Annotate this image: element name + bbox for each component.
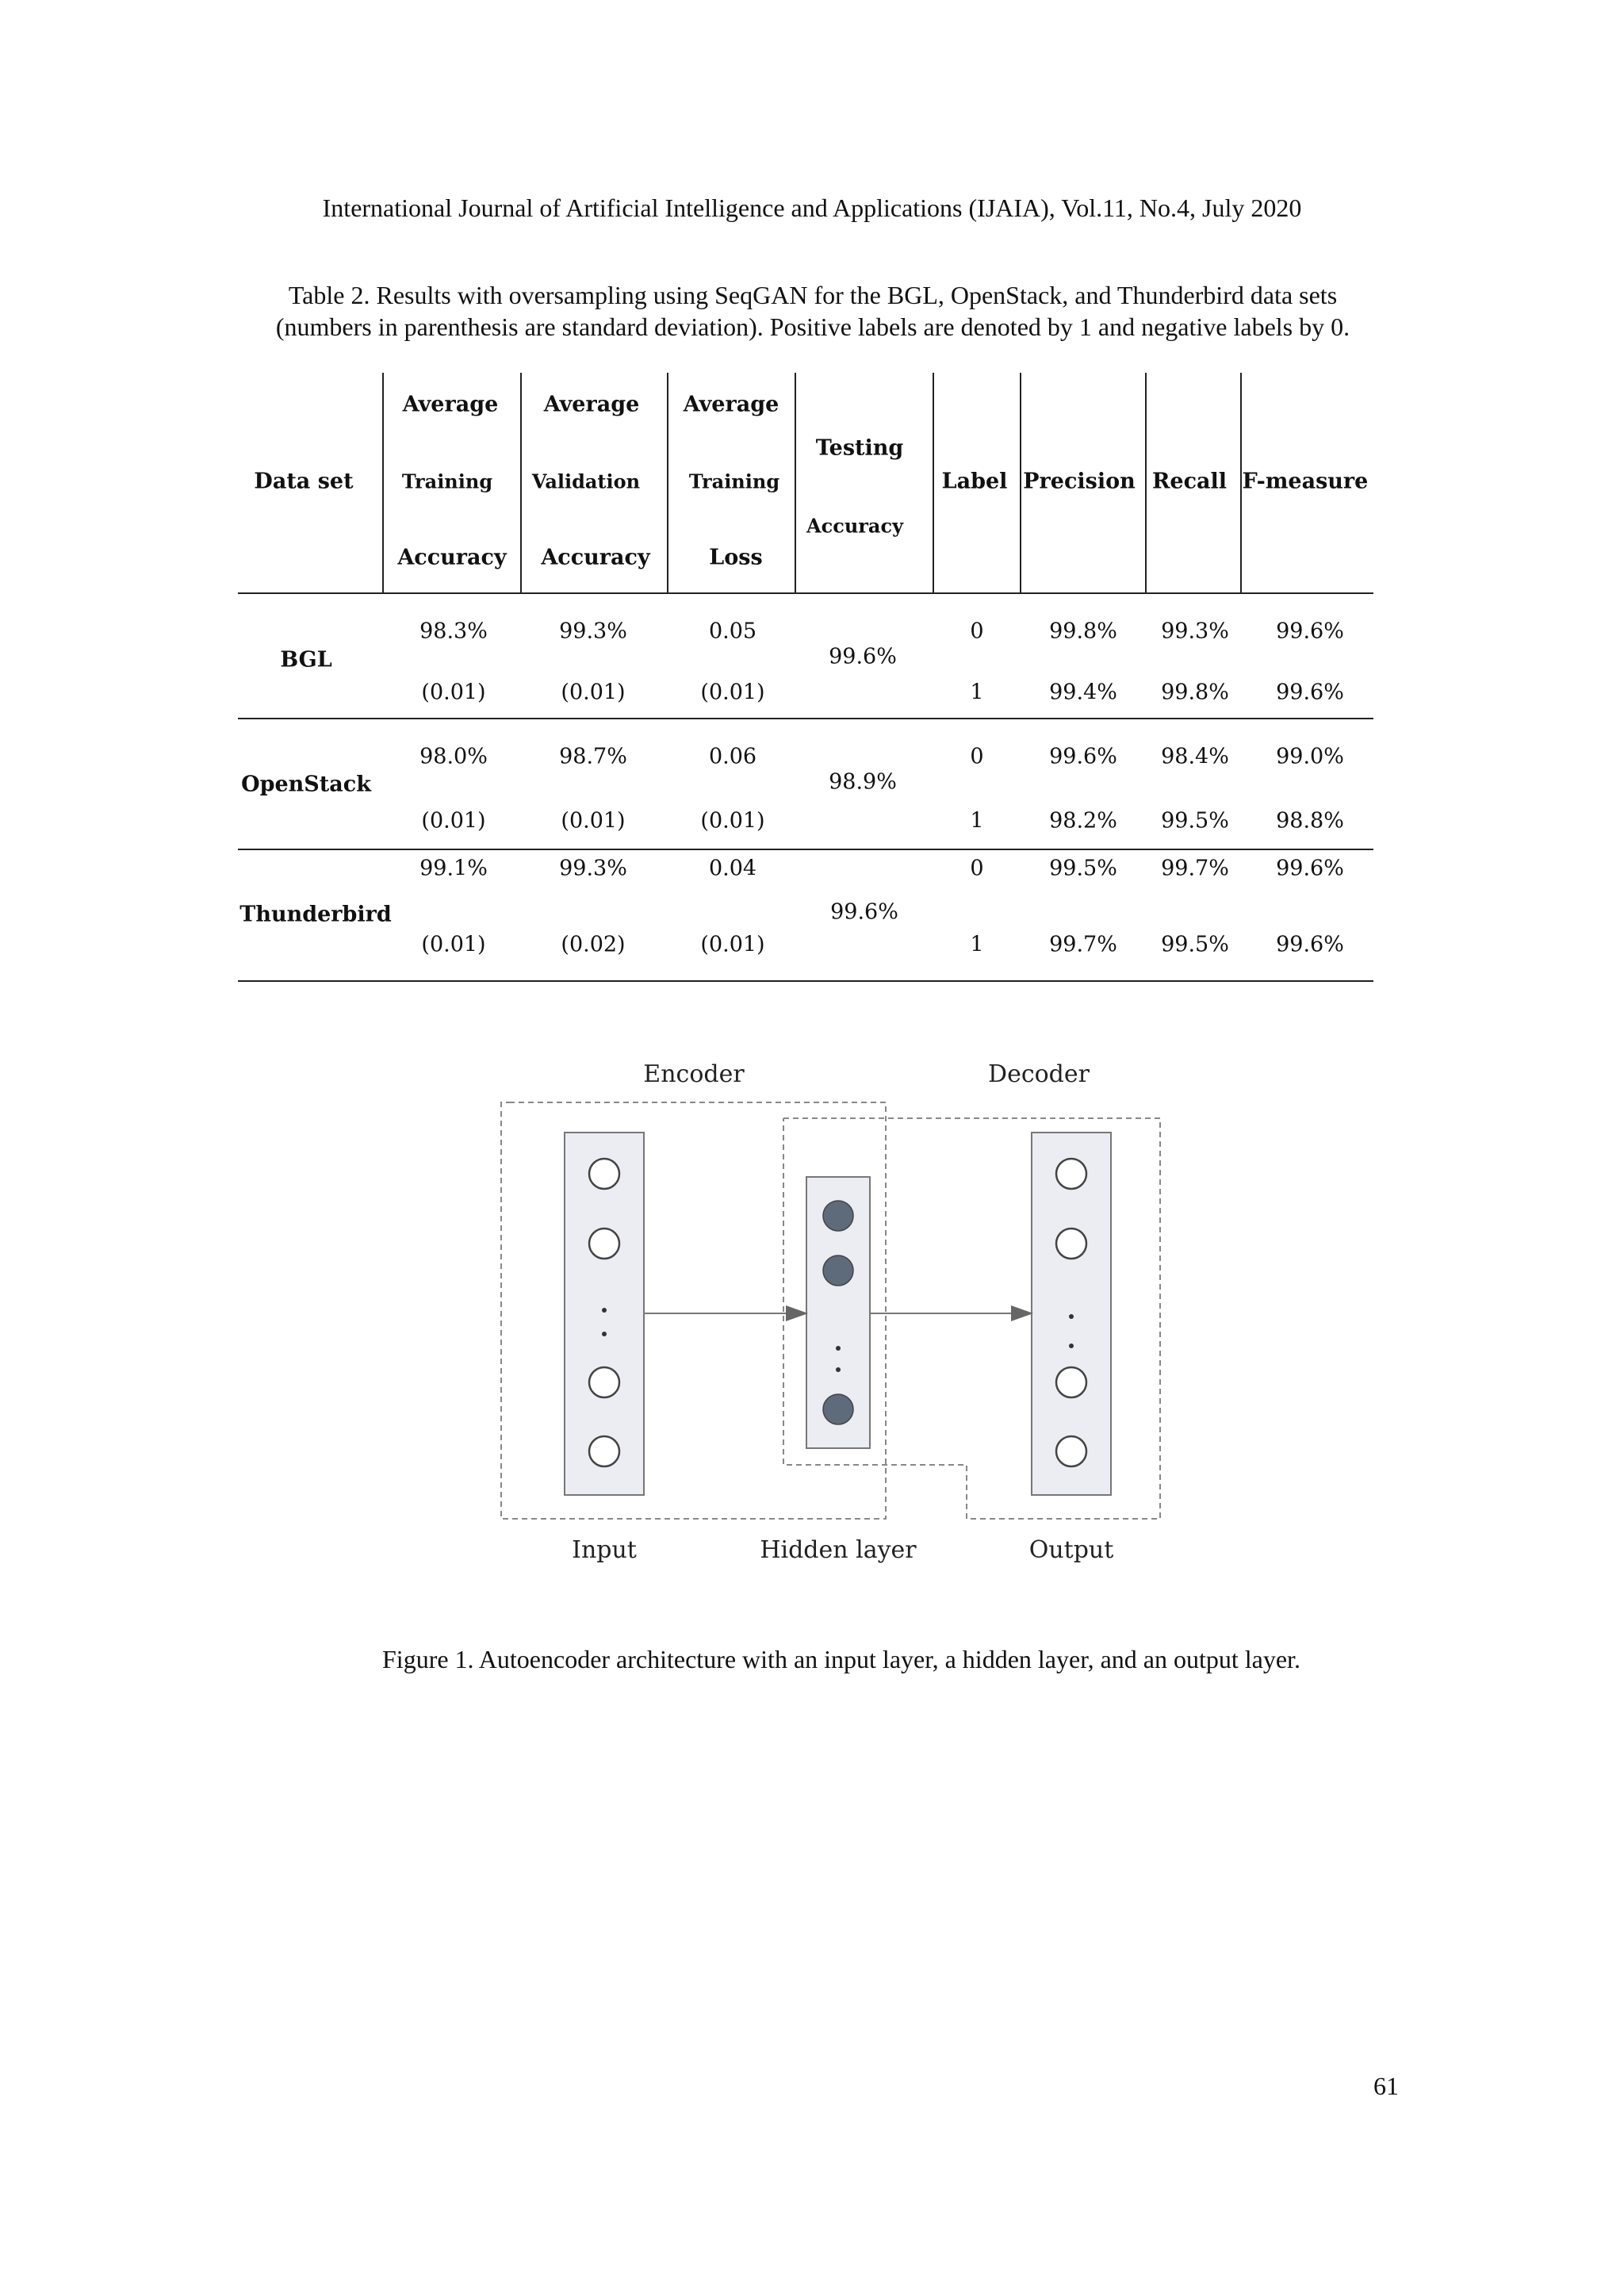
column-rule bbox=[382, 373, 384, 593]
cell-val-acc-sd: (0.02) bbox=[561, 932, 626, 957]
header-avg-train-acc-2: Training bbox=[401, 470, 493, 493]
hidden-node bbox=[823, 1201, 853, 1231]
cell-train-loss-sd: (0.01) bbox=[700, 680, 765, 705]
header-testing-acc-1: Testing bbox=[815, 435, 904, 461]
cell-train-acc: 98.0% bbox=[419, 744, 488, 769]
row-rule bbox=[238, 849, 1373, 850]
input-node bbox=[589, 1228, 619, 1259]
cell-label: 1 bbox=[970, 808, 984, 834]
header-avg-train-acc-3: Accuracy bbox=[397, 545, 507, 570]
input-node bbox=[589, 1367, 619, 1397]
figure-caption: Figure 1. Autoencoder architecture with an input layer, a hidden layer, and an output layer. bbox=[382, 1645, 1300, 1673]
cell-precision: 99.8% bbox=[1049, 619, 1117, 644]
cell-recall: 99.5% bbox=[1161, 808, 1229, 834]
cell-fmeasure: 99.6% bbox=[1276, 932, 1344, 957]
cell-val-acc-sd: (0.01) bbox=[561, 808, 626, 834]
header-avg-val-acc-3: Accuracy bbox=[541, 545, 650, 570]
column-rule bbox=[520, 373, 522, 593]
cell-train-loss: 0.05 bbox=[708, 619, 757, 644]
header-rule bbox=[238, 592, 1373, 594]
cell-testing-acc: 99.6% bbox=[829, 644, 897, 669]
hidden-node bbox=[823, 1255, 853, 1286]
output-node bbox=[1056, 1228, 1086, 1259]
cell-precision: 99.6% bbox=[1049, 744, 1117, 769]
header-avg-train-acc-1: Average bbox=[402, 392, 499, 417]
ellipsis-dot bbox=[602, 1308, 607, 1313]
header-dataset: Data set bbox=[254, 469, 354, 494]
cell-recall: 99.3% bbox=[1161, 619, 1229, 644]
header-fmeasure: F-measure bbox=[1242, 469, 1369, 494]
table-caption-line-2: (numbers in parenthesis are standard deviation). Positive labels are denoted by 1 and negative labels by 0. bbox=[275, 312, 1350, 341]
cell-recall: 99.5% bbox=[1161, 932, 1229, 957]
cell-recall: 99.7% bbox=[1161, 856, 1229, 881]
cell-train-loss: 0.04 bbox=[708, 856, 757, 881]
cell-testing-acc: 99.6% bbox=[830, 899, 898, 925]
header-avg-val-acc-2: Validation bbox=[531, 470, 641, 493]
cell-recall: 98.4% bbox=[1161, 744, 1229, 769]
cell-val-acc: 99.3% bbox=[559, 856, 627, 881]
ellipsis-dot bbox=[836, 1367, 841, 1372]
cell-recall: 99.8% bbox=[1161, 680, 1229, 705]
page-number: 61 bbox=[1373, 2072, 1399, 2100]
header-avg-val-acc-1: Average bbox=[543, 392, 640, 417]
output-node bbox=[1056, 1436, 1086, 1466]
output-label: Output bbox=[1028, 1536, 1114, 1564]
running-header: International Journal of Artificial Intelligence and Applications (IJAIA), Vol.11, No.4, July 2020 bbox=[322, 194, 1302, 222]
output-node bbox=[1056, 1367, 1086, 1397]
hidden-layer-label: Hidden layer bbox=[760, 1536, 917, 1564]
header-avg-train-loss-2: Training bbox=[688, 470, 780, 493]
column-rule bbox=[1020, 373, 1021, 593]
cell-train-loss: 0.06 bbox=[708, 744, 757, 769]
cell-train-acc-sd: (0.01) bbox=[421, 932, 486, 957]
cell-train-acc: 99.1% bbox=[419, 856, 488, 881]
header-label: Label bbox=[941, 469, 1008, 494]
column-rule bbox=[1145, 373, 1147, 593]
header-avg-train-loss-1: Average bbox=[683, 392, 779, 417]
cell-precision: 99.4% bbox=[1049, 680, 1117, 705]
column-rule bbox=[933, 373, 934, 593]
cell-val-acc: 99.3% bbox=[559, 619, 627, 644]
column-rule bbox=[667, 373, 668, 593]
cell-fmeasure: 99.0% bbox=[1276, 744, 1344, 769]
ellipsis-dot bbox=[602, 1332, 607, 1336]
autoencoder-diagram bbox=[492, 1039, 1174, 1578]
cell-train-loss-sd: (0.01) bbox=[700, 932, 765, 957]
ellipsis-dot bbox=[1069, 1343, 1074, 1348]
row-dataset-thunderbird: Thunderbird bbox=[239, 902, 392, 927]
row-dataset-bgl: BGL bbox=[280, 647, 332, 673]
results-table bbox=[238, 373, 1373, 982]
encoder-label: Encoder bbox=[643, 1060, 745, 1088]
input-label: Input bbox=[572, 1536, 637, 1564]
ellipsis-dot bbox=[836, 1346, 841, 1351]
cell-val-acc-sd: (0.01) bbox=[561, 680, 626, 705]
cell-label: 0 bbox=[970, 744, 984, 769]
cell-train-loss-sd: (0.01) bbox=[700, 808, 765, 834]
cell-train-acc: 98.3% bbox=[419, 619, 488, 644]
cell-train-acc-sd: (0.01) bbox=[421, 808, 486, 834]
header-avg-train-loss-3: Loss bbox=[709, 545, 763, 570]
cell-label: 0 bbox=[970, 856, 984, 881]
cell-precision: 99.5% bbox=[1049, 856, 1117, 881]
input-node bbox=[589, 1159, 619, 1189]
cell-val-acc: 98.7% bbox=[559, 744, 627, 769]
output-node bbox=[1056, 1159, 1086, 1189]
table-bottom-rule bbox=[238, 980, 1373, 982]
column-rule bbox=[795, 373, 796, 593]
ellipsis-dot bbox=[1069, 1314, 1074, 1319]
cell-precision: 98.2% bbox=[1049, 808, 1117, 834]
header-recall: Recall bbox=[1151, 469, 1228, 494]
hidden-node bbox=[823, 1394, 853, 1424]
cell-fmeasure: 99.6% bbox=[1276, 680, 1344, 705]
table-caption-line-1: Table 2. Results with oversampling using SeqGAN for the BGL, OpenStack, and Thunderbird data sets bbox=[288, 281, 1338, 309]
cell-precision: 99.7% bbox=[1049, 932, 1117, 957]
table-caption bbox=[198, 279, 1427, 343]
cell-label: 0 bbox=[970, 619, 984, 644]
cell-label: 1 bbox=[970, 680, 984, 705]
row-rule bbox=[238, 718, 1373, 719]
header-testing-acc-2: Accuracy bbox=[806, 514, 904, 538]
row-dataset-openstack: OpenStack bbox=[241, 772, 371, 797]
header-precision: Precision bbox=[1023, 469, 1136, 494]
cell-fmeasure: 99.6% bbox=[1276, 619, 1344, 644]
cell-fmeasure: 99.6% bbox=[1276, 856, 1344, 881]
cell-train-acc-sd: (0.01) bbox=[421, 680, 486, 705]
cell-label: 1 bbox=[970, 932, 984, 957]
cell-testing-acc: 98.9% bbox=[829, 769, 897, 795]
input-node bbox=[589, 1436, 619, 1466]
decoder-label: Decoder bbox=[988, 1060, 1090, 1088]
autoencoder-figure bbox=[492, 1039, 1174, 1578]
cell-fmeasure: 98.8% bbox=[1276, 808, 1344, 834]
